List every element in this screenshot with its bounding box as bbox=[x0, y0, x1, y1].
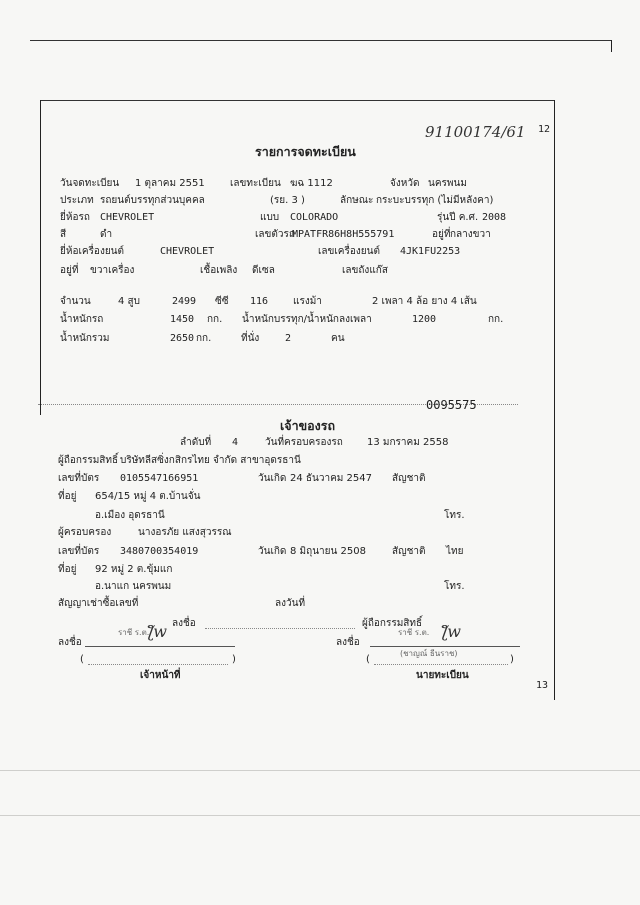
sign-right-caption: นายทะเบียน bbox=[416, 670, 469, 681]
engine-loc-label: อยู่ที่ bbox=[60, 265, 79, 276]
registration-title: รายการจดทะเบียน bbox=[255, 144, 356, 159]
engine-no-value: 4JK1FU2253 bbox=[400, 246, 461, 257]
cc-label: ซีซี bbox=[215, 296, 229, 307]
plate-value: ฆฉ 1112 bbox=[290, 178, 333, 189]
seats-label: ที่นั่ง bbox=[241, 333, 260, 344]
owner-tel-label: โทร. bbox=[444, 510, 465, 521]
location-label: อยู่ที่ bbox=[432, 229, 451, 240]
location-value: กลางขวา bbox=[450, 229, 491, 240]
holder-addr-line1: 92 หมู่ 2 ต.ขุ้มแก bbox=[95, 564, 173, 575]
owner-value: บริษัทลีสซิ่งกสิกรไทย จำกัด สาขาอุดรธานี bbox=[120, 455, 301, 466]
load-value: 1200 bbox=[412, 314, 437, 325]
owner-addr-line1: 654/15 หมู่ 4 ต.บ้านจั่น bbox=[95, 491, 201, 502]
hp-label: แรงม้า bbox=[293, 296, 322, 307]
style-label: ลักษณะ bbox=[340, 195, 374, 206]
holder-birth-label: วันเกิด bbox=[258, 546, 287, 557]
owner-addr-line2: อ.เมือง อุดรธานี bbox=[95, 510, 165, 521]
owner-section-title: เจ้าของรถ bbox=[280, 418, 336, 433]
owner-nation-label: สัญชาติ bbox=[392, 473, 426, 484]
serial-number: 0095575 bbox=[426, 398, 477, 412]
chassis-label: เลขตัวรถ bbox=[255, 229, 295, 240]
year-label: รุ่นปี ค.ศ. bbox=[437, 212, 479, 223]
engine-brand-label: ยี่ห้อเครื่องยนต์ bbox=[60, 246, 125, 257]
province-value: นครพนม bbox=[428, 178, 467, 189]
page-number-top: 12 bbox=[538, 124, 551, 135]
province-label: จังหวัด bbox=[390, 178, 420, 189]
model-value: COLORADO bbox=[290, 212, 339, 223]
axles-wheels-value: 2 เพลา 4 ล้อ ยาง 4 เส้น bbox=[372, 296, 477, 307]
cc-value: 2499 bbox=[172, 296, 197, 307]
weight-label: น้ำหนักรถ bbox=[60, 314, 104, 325]
load-label: น้ำหนักบรรทุก/น้ำหนักลงเพลา bbox=[242, 314, 372, 325]
contract-date-label: ลงวันที่ bbox=[275, 598, 306, 609]
sign-line-left bbox=[85, 646, 235, 647]
possess-date-value: 13 มกราคม 2558 bbox=[367, 437, 449, 448]
owner-label: ผู้ถือกรรมสิทธิ์ bbox=[58, 455, 119, 466]
paren-left-open: ( bbox=[80, 654, 84, 665]
owner-birth-label: วันเกิด bbox=[258, 473, 287, 484]
color-value: ดำ bbox=[100, 229, 113, 240]
holder-birth-value: 8 มิถุนายน 2508 bbox=[290, 546, 366, 557]
holder-addr-line2: อ.นาแก นครพนม bbox=[95, 581, 172, 592]
holder-id-label: เลขที่บัตร bbox=[58, 546, 100, 557]
sign-line-middle bbox=[205, 628, 355, 629]
right-frame-line bbox=[611, 40, 612, 52]
weight-value: 1450 bbox=[170, 314, 195, 325]
color-label: สี bbox=[60, 229, 67, 240]
engine-no-label: เลขเครื่องยนต์ bbox=[318, 246, 380, 257]
load-unit: กก. bbox=[488, 314, 504, 325]
signature-left: ƪw bbox=[148, 622, 167, 641]
paren-line-left bbox=[88, 664, 228, 665]
cylinders-value: 4 สูบ bbox=[118, 296, 140, 307]
owner-birth-value: 24 ธันวาคม 2547 bbox=[290, 473, 372, 484]
sign-label-left: ลงชื่อ bbox=[58, 637, 82, 648]
fuel-value: ดีเซล bbox=[252, 265, 275, 276]
inner-top-line bbox=[40, 100, 555, 101]
holder-value: นางอรภัย แสงสุวรรณ bbox=[138, 527, 232, 538]
sign-left-caption: เจ้าหน้าที่ bbox=[140, 670, 181, 681]
gross-value: 2650 bbox=[170, 333, 195, 344]
gross-label: น้ำหนักรวม bbox=[60, 333, 110, 344]
stamp-text-right: ราชี ร.ต. bbox=[398, 628, 430, 637]
stamp-name-right: (ชาญณ์ ธีนราช) bbox=[400, 649, 458, 658]
handwritten-ref-number: 91100174/61 bbox=[425, 123, 526, 141]
inner-left-line bbox=[40, 100, 41, 415]
holder-id-value: 3480700354019 bbox=[120, 546, 199, 557]
type-code: (รย. 3 ) bbox=[270, 195, 305, 206]
faint-guide-line-2 bbox=[0, 815, 640, 816]
inner-right-line bbox=[554, 100, 555, 700]
type-label: ประเภท bbox=[60, 195, 94, 206]
paren-line-right bbox=[374, 664, 508, 665]
page-number-bottom: 13 bbox=[536, 680, 549, 691]
holder-nation-label: สัญชาติ bbox=[392, 546, 426, 557]
paren-right-open: ( bbox=[366, 654, 370, 665]
reg-date-value: 1 ตุลาคม 2551 bbox=[135, 178, 205, 189]
order-label: ลำดับที่ bbox=[180, 437, 212, 448]
fuel-label: เชื้อเพลิง bbox=[200, 265, 238, 276]
brand-label: ยี่ห้อรถ bbox=[60, 212, 90, 223]
gas-tank-label: เลขถังแก๊ส bbox=[342, 265, 388, 276]
year-value: 2008 bbox=[482, 212, 507, 223]
faint-guide-line-1 bbox=[0, 770, 640, 771]
owner-id-value: 0105547166951 bbox=[120, 473, 199, 484]
chassis-value: MPATFR86H8H555791 bbox=[292, 229, 395, 240]
sign-label-middle: ลงชื่อ bbox=[172, 618, 196, 629]
owner-id-label: เลขที่บัตร bbox=[58, 473, 100, 484]
reg-date-label: วันจดทะเบียน bbox=[60, 178, 120, 189]
order-value: 4 bbox=[232, 437, 239, 448]
sign-owner-caption: ผู้ถือกรรมสิทธิ์ bbox=[362, 618, 423, 629]
hp-value: 116 bbox=[250, 296, 269, 307]
owner-addr-label: ที่อยู่ bbox=[58, 491, 77, 502]
top-frame-line bbox=[30, 40, 612, 41]
type-value: รถยนต์บรรทุกส่วนบุคคล bbox=[100, 195, 205, 206]
weight-unit: กก. bbox=[207, 314, 223, 325]
contract-label: สัญญาเช่าซื้อเลขที่ bbox=[58, 598, 139, 609]
holder-tel-label: โทร. bbox=[444, 581, 465, 592]
stamp-text-left: ราชี ร.ต. bbox=[118, 628, 150, 637]
holder-nation-value: ไทย bbox=[446, 546, 464, 557]
holder-label: ผู้ครอบครอง bbox=[58, 527, 112, 538]
paren-left-close: ) bbox=[232, 654, 236, 665]
model-label: แบบ bbox=[260, 212, 280, 223]
style-value: กระบะบรรทุก (ไม่มีหลังคา) bbox=[376, 195, 494, 206]
engine-brand-value: CHEVROLET bbox=[160, 246, 215, 257]
signature-right: ƪw bbox=[442, 622, 461, 641]
possess-date-label: วันที่ครอบครองรถ bbox=[265, 437, 343, 448]
holder-addr-label: ที่อยู่ bbox=[58, 564, 77, 575]
engine-loc-value: ขวาเครื่อง bbox=[90, 265, 135, 276]
gross-unit: กก. bbox=[196, 333, 212, 344]
quantity-label: จำนวน bbox=[60, 296, 91, 307]
seats-unit: คน bbox=[331, 333, 345, 344]
sign-line-right bbox=[370, 646, 520, 647]
plate-label: เลขทะเบียน bbox=[230, 178, 281, 189]
sign-label-right: ลงชื่อ bbox=[336, 637, 360, 648]
paren-right-close: ) bbox=[510, 654, 514, 665]
seats-value: 2 bbox=[285, 333, 292, 344]
brand-value: CHEVROLET bbox=[100, 212, 155, 223]
